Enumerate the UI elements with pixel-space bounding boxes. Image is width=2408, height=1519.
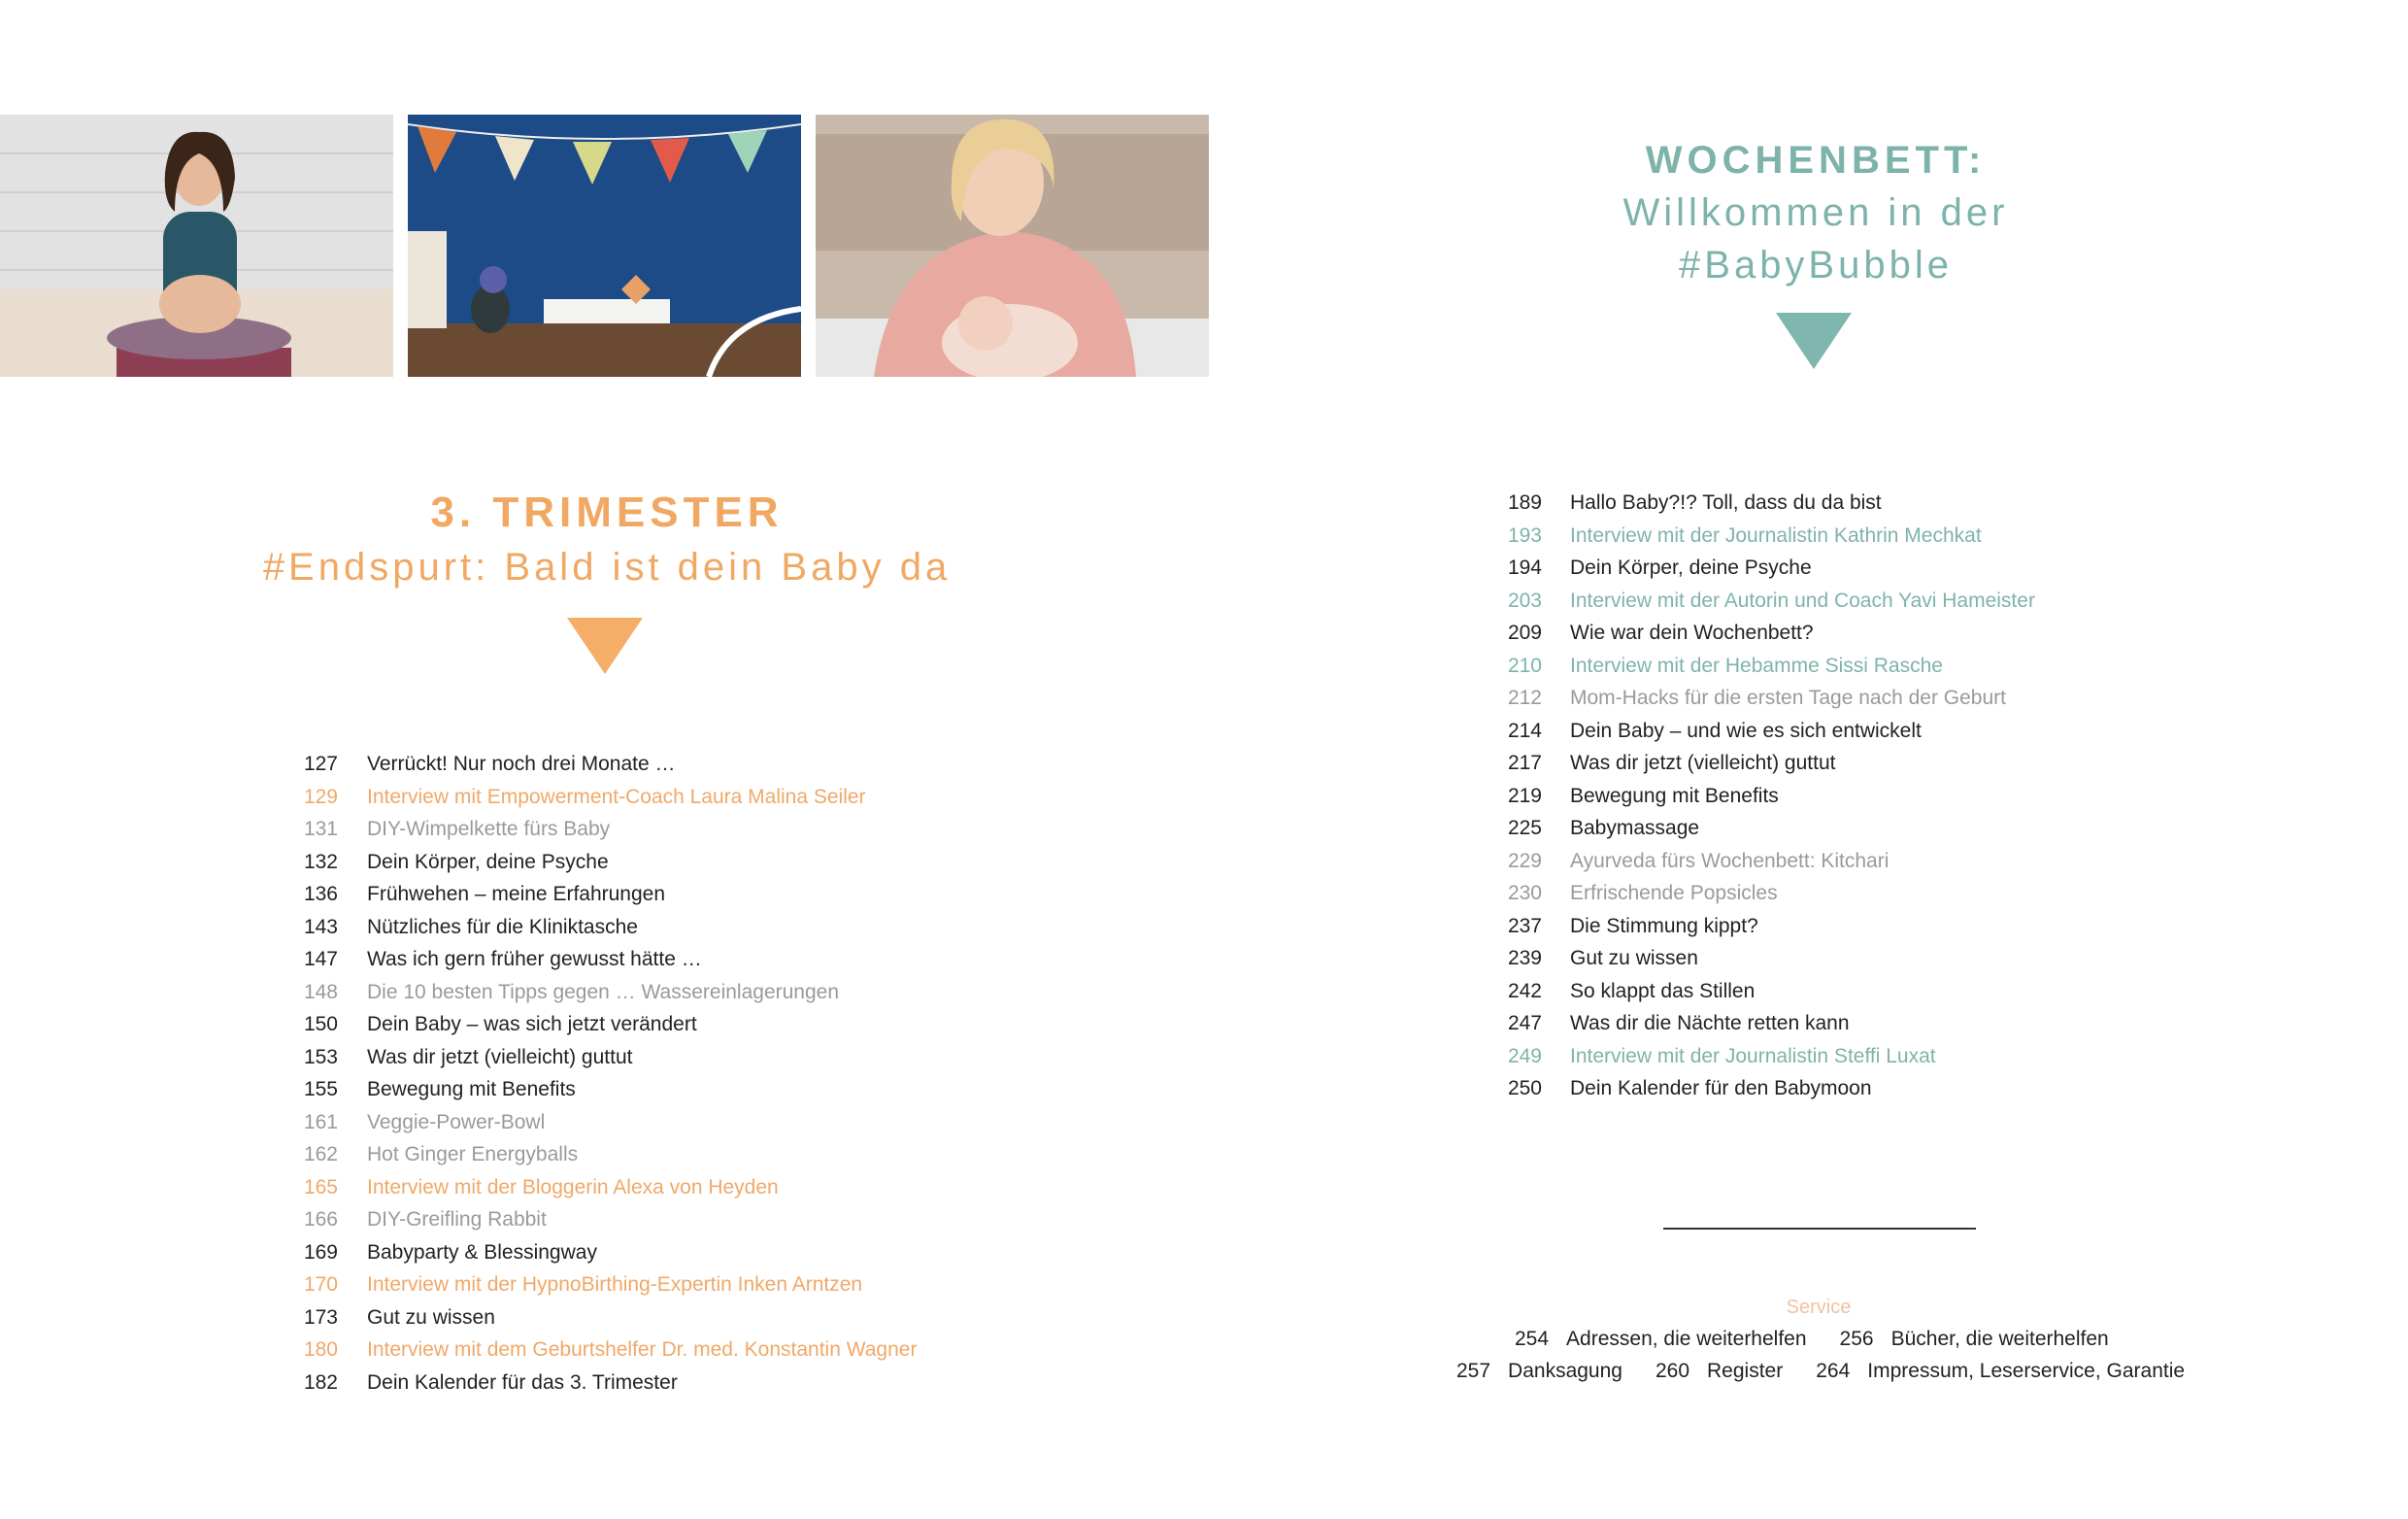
toc-page-number: 129: [303, 785, 338, 808]
toc-entry: [1495, 780, 2175, 813]
toc-page-number: 173: [303, 1305, 338, 1329]
toc-page-number: 219: [1507, 784, 1542, 807]
service-entry-title: Impressum, Leserservice, Garantie: [1867, 1360, 2186, 1382]
toc-page-number: 189: [1507, 491, 1542, 514]
service-label: Service: [1786, 1297, 1852, 1318]
toc-entry-title: Interview mit der Hebamme Sissi Rasche: [1570, 654, 1943, 677]
toc-entry-title: Was ich gern früher gewusst hätte …: [367, 948, 702, 970]
photo-bunting-shelf: [408, 115, 801, 377]
toc-page-number: 170: [303, 1273, 338, 1296]
divider: [1663, 1228, 1976, 1230]
toc-entry: [1495, 585, 2175, 618]
toc-entry-title: Interview mit der Journalistin Steffi Luxat: [1570, 1044, 1936, 1067]
toc-entry: [1495, 747, 2175, 780]
toc-entry: [291, 813, 971, 846]
toc-entry-title: Gut zu wissen: [367, 1305, 495, 1329]
toc-entry: [291, 1041, 971, 1074]
toc-entry: [1495, 812, 2175, 845]
wochenbett-toc: [1495, 487, 2175, 1105]
toc-page-number: 230: [1507, 882, 1542, 904]
toc-entry-title: Gut zu wissen: [1570, 947, 1698, 969]
toc-entry: [291, 943, 971, 976]
toc-page-number: 182: [303, 1370, 338, 1394]
toc-entry-title: DIY-Greifling Rabbit: [367, 1208, 547, 1231]
toc-entry-title: Was dir jetzt (vielleicht) guttut: [1570, 752, 1836, 774]
trimester-toc: [291, 748, 971, 1399]
toc-entry: [1495, 845, 2175, 878]
toc-page-number: 136: [303, 883, 338, 905]
toc-entry-title: Hot Ginger Energyballs: [367, 1143, 579, 1165]
toc-entry-title: Nützliches für die Kliniktasche: [367, 915, 638, 938]
toc-page-number: 229: [1507, 849, 1542, 872]
service-page-number: 264: [1816, 1360, 1851, 1382]
toc-entry-title: Frühwehen – meine Erfahrungen: [367, 883, 666, 905]
toc-page-number: 155: [303, 1078, 338, 1100]
toc-page-number: 193: [1507, 523, 1542, 547]
toc-page-number: 161: [303, 1110, 338, 1133]
toc-page-number: 249: [1507, 1044, 1542, 1067]
toc-entry: [1495, 1007, 2175, 1040]
toc-entry-title: Interview mit der Bloggerin Alexa von Heyden: [367, 1175, 779, 1198]
toc-entry: [1495, 975, 2175, 1008]
service-page-number: 254: [1515, 1328, 1550, 1350]
toc-entry: [291, 748, 971, 781]
toc-entry-title: Die 10 besten Tipps gegen … Wassereinlagerungen: [367, 980, 840, 1003]
wochenbett-subtitle-line2: #BabyBubble: [1679, 244, 1953, 287]
toc-page-number: 194: [1507, 557, 1542, 579]
triangle-down-icon: [567, 618, 643, 674]
wochenbett-heading: [1427, 134, 2204, 291]
toc-entry-title: Dein Körper, deine Psyche: [1570, 557, 1812, 579]
toc-page-number: 148: [303, 980, 338, 1003]
toc-entry-title: Dein Kalender für den Babymoon: [1570, 1077, 1872, 1099]
toc-page-number: 153: [303, 1045, 338, 1068]
toc-entry-title: Dein Kalender für das 3. Trimester: [367, 1370, 678, 1394]
toc-entry: [291, 1171, 971, 1204]
wochenbett-title: WOCHENBETT:: [1645, 139, 1987, 182]
toc-entry-title: Dein Baby – was sich jetzt verändert: [367, 1013, 697, 1035]
photo-pregnant-woman-meditating: [0, 115, 393, 377]
toc-entry: [1495, 617, 2175, 650]
toc-page-number: 203: [1507, 589, 1542, 612]
toc-entry-title: Dein Körper, deine Psyche: [367, 850, 609, 873]
toc-entry-title: Interview mit Empowerment-Coach Laura Malina Seiler: [367, 785, 866, 808]
toc-page-number: 239: [1507, 947, 1542, 969]
service-entry-title: Register: [1707, 1360, 1784, 1382]
toc-page-number: 162: [303, 1143, 338, 1165]
toc-entry: [1495, 520, 2175, 553]
toc-entry: [291, 1203, 971, 1236]
service-line-1: [1515, 1328, 2142, 1351]
toc-entry: [291, 1106, 971, 1139]
toc-entry: [1495, 487, 2175, 520]
toc-entry: [1495, 650, 2175, 683]
toc-entry-title: Babymassage: [1570, 817, 1700, 839]
toc-page-number: 210: [1507, 654, 1542, 677]
toc-entry: [1495, 942, 2175, 975]
wochenbett-subtitle-line1: Willkommen in der: [1622, 191, 2009, 234]
service-entry-title: Bücher, die weiterhelfen: [1890, 1328, 2109, 1350]
photo-breastfeeding-mother: [816, 115, 1209, 377]
toc-page-number: 242: [1507, 979, 1542, 1002]
toc-entry-title: Veggie-Power-Bowl: [367, 1110, 546, 1133]
toc-entry-title: Erfrischende Popsicles: [1570, 882, 1778, 904]
toc-entry-title: So klappt das Stillen: [1570, 979, 1756, 1002]
toc-entry-title: Interview mit der Autorin und Coach Yavi Hameister: [1570, 589, 2035, 612]
toc-entry-title: Die Stimmung kippt?: [1570, 914, 1758, 937]
trimester-heading: [194, 486, 1020, 594]
toc-entry-title: DIY-Wimpelkette fürs Baby: [367, 818, 611, 840]
toc-entry: [1495, 877, 2175, 910]
toc-entry: [291, 1138, 971, 1171]
service-entry-title: Danksagung: [1508, 1360, 1622, 1382]
service-page-number: 257: [1456, 1360, 1491, 1382]
toc-entry: [291, 976, 971, 1009]
service-page-number: 260: [1655, 1360, 1690, 1382]
toc-page-number: 165: [303, 1175, 338, 1198]
toc-entry-title: Ayurveda fürs Wochenbett: Kitchari: [1570, 849, 1890, 872]
trimester-subtitle: #Endspurt: Bald ist dein Baby da: [262, 546, 952, 589]
toc-page-number: 131: [303, 818, 338, 840]
triangle-down-icon: [1776, 313, 1852, 369]
toc-entry-title: Bewegung mit Benefits: [1570, 784, 1779, 807]
toc-entry-title: Was dir die Nächte retten kann: [1570, 1012, 1850, 1034]
toc-entry-title: Interview mit dem Geburtshelfer Dr. med. Konstantin Wagner: [367, 1338, 918, 1361]
toc-page-number: 237: [1507, 914, 1542, 937]
toc-page-number: 150: [303, 1013, 338, 1035]
toc-entry: [291, 1268, 971, 1301]
toc-entry: [291, 1008, 971, 1041]
toc-entry-title: Was dir jetzt (vielleicht) guttut: [367, 1045, 633, 1068]
trimester-title: 3. TRIMESTER: [430, 489, 784, 536]
toc-entry-title: Dein Baby – und wie es sich entwickelt: [1570, 719, 1922, 742]
toc-page-number: 147: [303, 948, 338, 970]
toc-entry-title: Babyparty & Blessingway: [367, 1240, 597, 1264]
toc-entry: [291, 1301, 971, 1334]
toc-entry: [291, 1073, 971, 1106]
toc-page-number: 247: [1507, 1012, 1542, 1034]
toc-entry: [291, 1236, 971, 1269]
toc-entry: [291, 781, 971, 814]
toc-entry: [291, 911, 971, 944]
toc-entry-title: Verrückt! Nur noch drei Monate …: [367, 753, 676, 775]
toc-page-number: 214: [1507, 719, 1542, 742]
toc-entry-title: Hallo Baby?!? Toll, dass du da bist: [1570, 491, 1882, 514]
toc-page-number: 217: [1507, 752, 1542, 774]
toc-entry: [291, 846, 971, 879]
toc-entry: [1495, 715, 2175, 748]
toc-page-number: 132: [303, 850, 338, 873]
service-line-2: [1456, 1360, 2218, 1383]
toc-page-number: 250: [1507, 1077, 1542, 1099]
toc-entry: [1495, 1040, 2175, 1073]
toc-page-number: 166: [303, 1208, 338, 1231]
toc-entry: [1495, 1072, 2175, 1105]
toc-entry: [291, 1333, 971, 1367]
toc-entry-title: Wie war dein Wochenbett?: [1570, 622, 1814, 644]
toc-entry-title: Interview mit der HypnoBirthing-Expertin Inken Arntzen: [367, 1273, 863, 1296]
toc-entry: [1495, 552, 2175, 585]
toc-entry-title: Bewegung mit Benefits: [367, 1078, 576, 1100]
toc-page-number: 127: [303, 753, 338, 775]
toc-page-number: 225: [1507, 817, 1542, 839]
toc-page-number: 169: [303, 1240, 338, 1264]
toc-entry: [1495, 910, 2175, 943]
toc-page-number: 143: [303, 915, 338, 938]
toc-entry-title: Mom-Hacks für die ersten Tage nach der Geburt: [1570, 687, 2006, 709]
service-page-number: 256: [1839, 1328, 1874, 1350]
toc-entry: [1495, 682, 2175, 715]
toc-entry: [291, 878, 971, 911]
toc-entry: [291, 1367, 971, 1400]
toc-page-number: 209: [1507, 622, 1542, 644]
toc-page-number: 180: [303, 1338, 338, 1361]
service-entry-title: Adressen, die weiterhelfen: [1566, 1328, 1807, 1350]
toc-entry-title: Interview mit der Journalistin Kathrin Mechkat: [1570, 523, 1982, 547]
toc-page-number: 212: [1507, 687, 1542, 709]
